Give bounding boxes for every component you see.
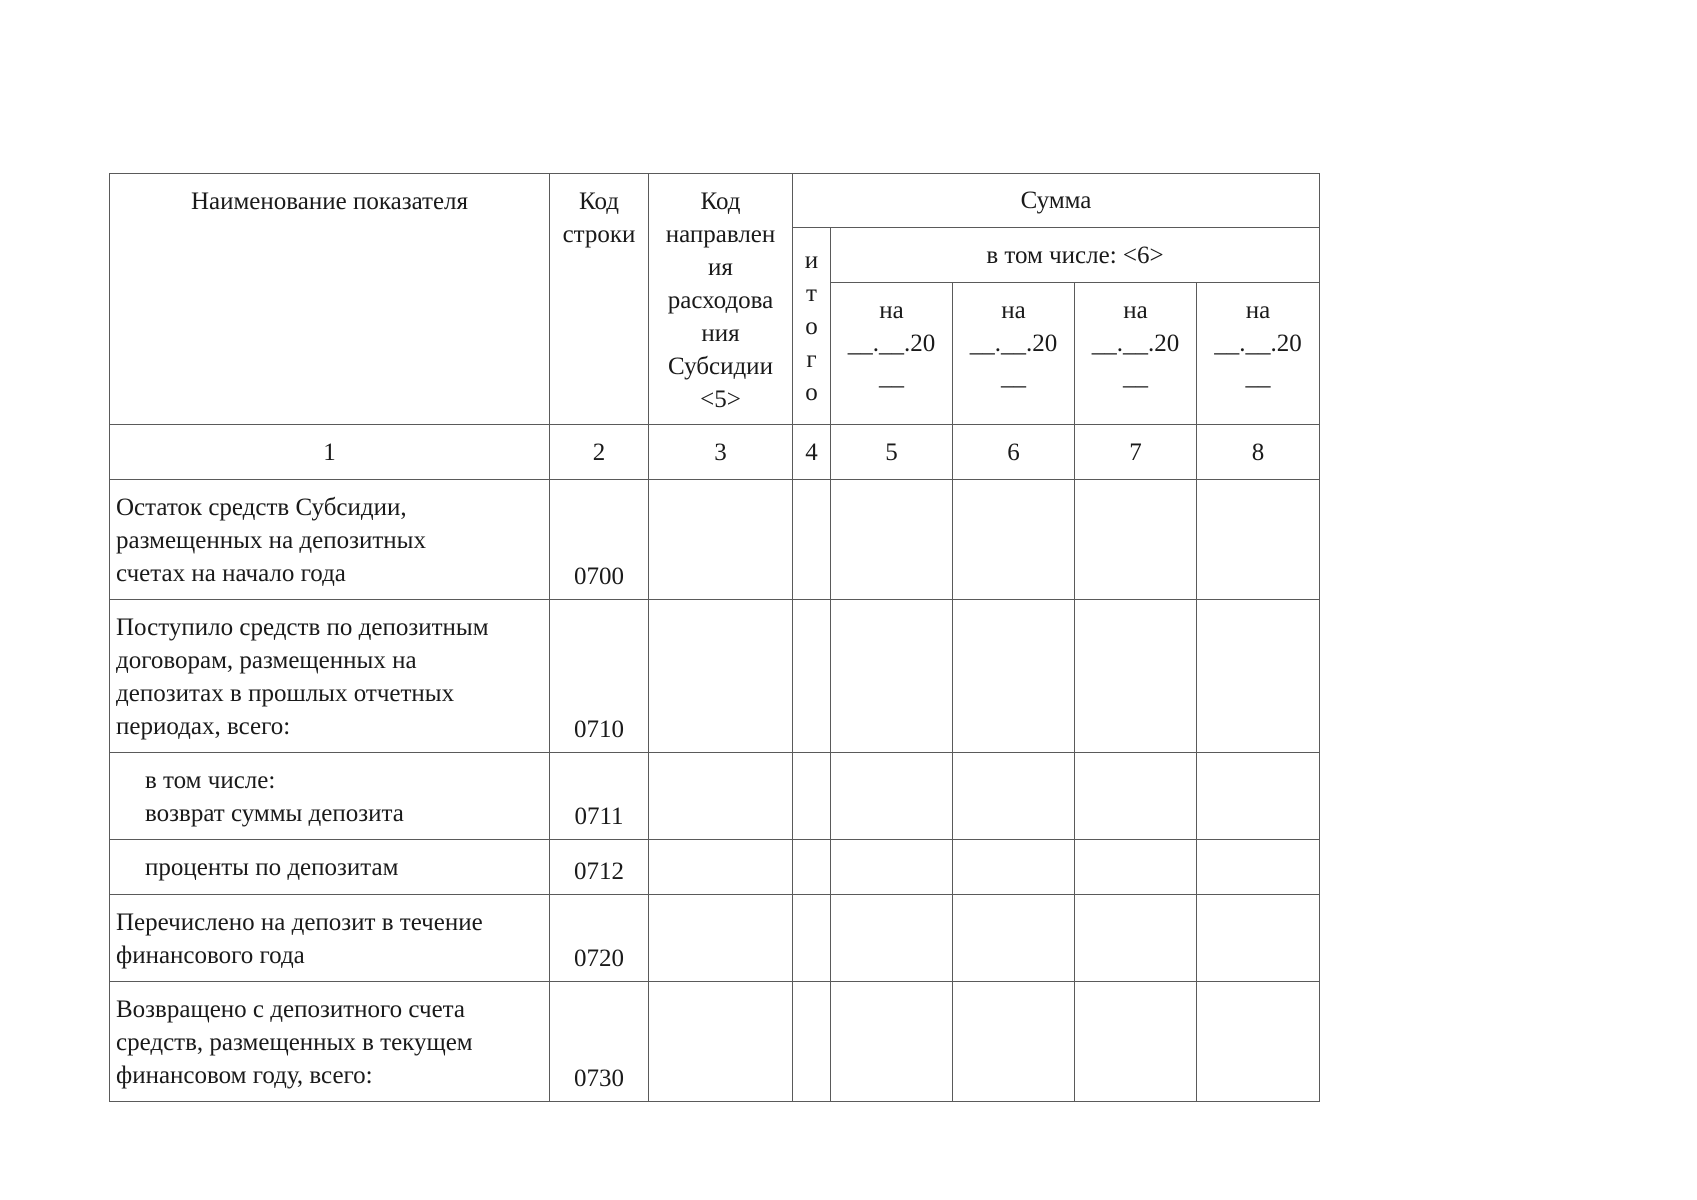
- column-number: 5: [831, 425, 953, 480]
- header-direction-code: Код направлен ия расходова ния Субсидии <5>: [649, 174, 793, 425]
- header-date-col: на __.__.20 __: [831, 283, 953, 425]
- row-code: 0730: [550, 982, 649, 1102]
- value-cell[interactable]: [953, 600, 1075, 753]
- row-code: 0720: [550, 895, 649, 982]
- value-cell[interactable]: [831, 982, 953, 1102]
- column-numbers-row: [110, 425, 1320, 480]
- table-row: [110, 753, 1320, 840]
- column-number: 8: [1197, 425, 1320, 480]
- header-total: и т о г о: [793, 228, 831, 425]
- value-cell[interactable]: [953, 480, 1075, 600]
- header-date-col: на __.__.20 __: [1197, 283, 1320, 425]
- value-cell[interactable]: [793, 895, 831, 982]
- value-cell[interactable]: [1197, 840, 1320, 895]
- column-number: 2: [550, 425, 649, 480]
- value-cell[interactable]: [1197, 753, 1320, 840]
- column-number: 3: [649, 425, 793, 480]
- value-cell[interactable]: [1075, 600, 1197, 753]
- row-code: 0700: [550, 480, 649, 600]
- value-cell[interactable]: [649, 480, 793, 600]
- deposit-report-table: [109, 173, 1320, 1102]
- value-cell[interactable]: [793, 480, 831, 600]
- row-code: 0711: [550, 753, 649, 840]
- table-row: [110, 840, 1320, 895]
- column-number: 7: [1075, 425, 1197, 480]
- row-name: в том числе: возврат суммы депозита: [110, 753, 550, 840]
- header-line-code: [550, 174, 649, 425]
- table-row: [110, 480, 1320, 600]
- value-cell[interactable]: [649, 895, 793, 982]
- value-cell[interactable]: [1075, 753, 1197, 840]
- value-cell[interactable]: [649, 840, 793, 895]
- value-cell[interactable]: [1075, 480, 1197, 600]
- column-number: 1: [110, 425, 550, 480]
- value-cell[interactable]: [831, 600, 953, 753]
- value-cell[interactable]: [793, 600, 831, 753]
- value-cell[interactable]: [953, 840, 1075, 895]
- header-line-code-text: Код строки: [562, 188, 636, 248]
- row-name: Остаток средств Субсидии, размещенных на депозитных счетах на начало года: [110, 480, 550, 600]
- value-cell[interactable]: [831, 753, 953, 840]
- row-name: Перечислено на депозит в течение финансового года: [110, 895, 550, 982]
- row-name: проценты по депозитам: [110, 840, 550, 895]
- table-row: [110, 982, 1320, 1102]
- value-cell[interactable]: [793, 840, 831, 895]
- column-number: 4: [793, 425, 831, 480]
- header-including: в том числе: <6>: [831, 228, 1320, 283]
- value-cell[interactable]: [649, 982, 793, 1102]
- column-number: 6: [953, 425, 1075, 480]
- row-name: Поступило средств по депозитным договорам, размещенных на депозитах в прошлых отчетных периодах, всего:: [110, 600, 550, 753]
- header-indicator-name: Наименование показателя: [110, 174, 550, 425]
- value-cell[interactable]: [1197, 480, 1320, 600]
- table-row: [110, 600, 1320, 753]
- value-cell[interactable]: [953, 895, 1075, 982]
- value-cell[interactable]: [1075, 895, 1197, 982]
- value-cell[interactable]: [1197, 895, 1320, 982]
- row-code: 0712: [550, 840, 649, 895]
- header-sum: Сумма: [793, 174, 1320, 228]
- value-cell[interactable]: [1075, 840, 1197, 895]
- value-cell[interactable]: [1197, 982, 1320, 1102]
- value-cell[interactable]: [649, 753, 793, 840]
- table-row: [110, 895, 1320, 982]
- value-cell[interactable]: [793, 982, 831, 1102]
- value-cell[interactable]: [649, 600, 793, 753]
- value-cell[interactable]: [953, 753, 1075, 840]
- row-code: 0710: [550, 600, 649, 753]
- header-date-col: на __.__.20 __: [1075, 283, 1197, 425]
- value-cell[interactable]: [1075, 982, 1197, 1102]
- value-cell[interactable]: [831, 895, 953, 982]
- header-date-col: на __.__.20 __: [953, 283, 1075, 425]
- value-cell[interactable]: [831, 480, 953, 600]
- value-cell[interactable]: [1197, 600, 1320, 753]
- value-cell[interactable]: [793, 753, 831, 840]
- value-cell[interactable]: [953, 982, 1075, 1102]
- row-name: Возвращено с депозитного счета средств, размещенных в текущем финансовом году, всего:: [110, 982, 550, 1102]
- value-cell[interactable]: [831, 840, 953, 895]
